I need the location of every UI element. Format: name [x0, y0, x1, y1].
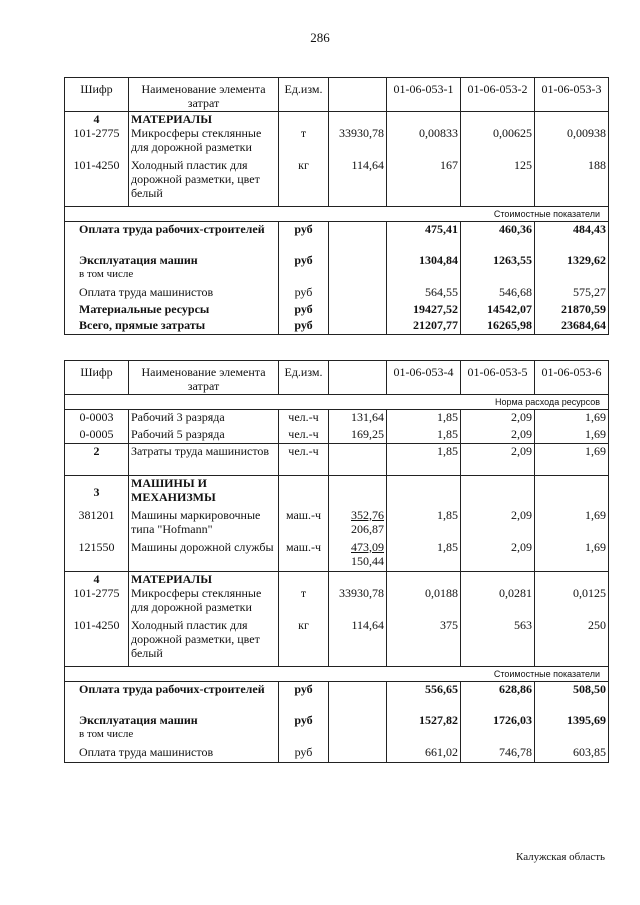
row-code: 101-2775: [65, 126, 129, 158]
row-unit: т: [279, 586, 329, 618]
row-unit: чел.-ч: [279, 444, 329, 476]
header-col3: 01-06-053-6: [535, 361, 609, 395]
summary-v1: 1304,84: [387, 253, 461, 285]
row-code: 101-2775: [65, 586, 129, 618]
summary-name: Всего, прямые затраты: [65, 318, 279, 334]
header-name: Наименование элемента затрат: [129, 78, 279, 112]
summary-name: Оплата труда рабочих-строителей: [65, 221, 279, 253]
row-unit: маш.-ч: [279, 540, 329, 572]
summary-row: [65, 713, 609, 745]
table-row: [65, 540, 609, 572]
row-price: 352,76: [351, 507, 384, 522]
header-code: Шифр: [65, 78, 129, 112]
summary-v3: 575,27: [535, 285, 609, 302]
section-row-cost: [65, 206, 609, 221]
summary-v1: 661,02: [387, 745, 461, 762]
summary-row: [65, 681, 609, 713]
summary-sub: в том числе: [79, 268, 134, 280]
summary-v2: 1726,03: [461, 713, 535, 745]
group-name: МАШИНЫ И МЕХАНИЗМЫ: [129, 476, 279, 508]
group-name: МАТЕРИАЛЫ: [129, 572, 279, 587]
group-code: 3: [65, 476, 129, 508]
header-price: [329, 361, 387, 395]
group-name: МАТЕРИАЛЫ: [129, 112, 279, 127]
row-v3: 1,69: [535, 444, 609, 476]
header-col2: 01-06-053-2: [461, 78, 535, 112]
summary-v2: 14542,07: [461, 302, 535, 318]
row-v1: 0,00833: [387, 126, 461, 158]
row-price-machinist: 206,87: [351, 521, 384, 536]
row-v2: 563: [461, 618, 535, 666]
row-name: Рабочий 5 разряда: [129, 427, 279, 444]
row-name: Холодный пластик для дорожной разметки, цвет белый: [129, 618, 279, 666]
summary-v1: 1527,82: [387, 713, 461, 745]
section-row-norm: [65, 395, 609, 410]
summary-unit: руб: [279, 745, 329, 762]
header-unit: Ед.изм.: [279, 361, 329, 395]
row-price: 33930,78: [329, 586, 387, 618]
summary-v1: 556,65: [387, 681, 461, 713]
row-v1: 1,85: [387, 540, 461, 572]
row-v2: 125: [461, 158, 535, 206]
summary-unit: руб: [279, 302, 329, 318]
summary-unit: руб: [279, 681, 329, 713]
table-row: [65, 618, 609, 666]
row-code: 101-4250: [65, 618, 129, 666]
header-col3: 01-06-053-3: [535, 78, 609, 112]
table-header-row: [65, 78, 609, 112]
summary-row: [65, 253, 609, 285]
row-code: 0-0005: [65, 427, 129, 444]
row-v1: 1,85: [387, 427, 461, 444]
row-v3: 0,00938: [535, 126, 609, 158]
table-row: [65, 427, 609, 444]
summary-v1: 564,55: [387, 285, 461, 302]
summary-row: [65, 285, 609, 302]
row-v2: 2,09: [461, 540, 535, 572]
summary-v3: 508,50: [535, 681, 609, 713]
section-label: Стоимостные показатели: [65, 206, 609, 221]
row-v3: 250: [535, 618, 609, 666]
group-row-materials: [65, 572, 609, 587]
summary-v3: 484,43: [535, 221, 609, 253]
row-v3: 1,69: [535, 508, 609, 540]
summary-name: Эксплуатация машин: [79, 253, 198, 267]
header-col2: 01-06-053-5: [461, 361, 535, 395]
row-v2: 2,09: [461, 427, 535, 444]
header-unit: Ед.изм.: [279, 78, 329, 112]
summary-row: [65, 302, 609, 318]
row-unit: т: [279, 126, 329, 158]
summary-sub: в том числе: [79, 728, 134, 740]
row-name: Машины дорожной службы: [129, 540, 279, 572]
summary-v1: 475,41: [387, 221, 461, 253]
row-unit: кг: [279, 158, 329, 206]
table-row: [65, 126, 609, 158]
header-code: Шифр: [65, 361, 129, 395]
row-v3: 1,69: [535, 410, 609, 427]
row-price: 169,25: [329, 427, 387, 444]
row-price-machinist: 150,44: [351, 553, 384, 568]
row-v1: 375: [387, 618, 461, 666]
summary-v1: 21207,77: [387, 318, 461, 334]
summary-unit: руб: [279, 713, 329, 745]
row-unit: маш.-ч: [279, 508, 329, 540]
summary-v2: 628,86: [461, 681, 535, 713]
row-v1: 1,85: [387, 410, 461, 427]
row-name: Рабочий 3 разряда: [129, 410, 279, 427]
row-v3: 188: [535, 158, 609, 206]
section-row-cost: [65, 666, 609, 681]
resource-table-1: [64, 77, 609, 335]
summary-unit: руб: [279, 221, 329, 253]
row-v1: 167: [387, 158, 461, 206]
row-code: 101-4250: [65, 158, 129, 206]
row-v2: 0,00625: [461, 126, 535, 158]
row-name: Микросферы стеклянные для дорожной разметки: [129, 126, 279, 158]
row-v1: 1,85: [387, 508, 461, 540]
summary-name: Оплата труда рабочих-строителей: [65, 681, 279, 713]
row-code: 0-0003: [65, 410, 129, 427]
header-price: [329, 78, 387, 112]
group-row-materials: [65, 112, 609, 127]
row-v2: 2,09: [461, 410, 535, 427]
row-unit: чел.-ч: [279, 427, 329, 444]
row-unit: чел.-ч: [279, 410, 329, 427]
row-name: Машины маркировочные типа "Hofmann": [129, 508, 279, 540]
row-code: 381201: [65, 508, 129, 540]
summary-unit: руб: [279, 318, 329, 334]
summary-v3: 603,85: [535, 745, 609, 762]
row-v2: 2,09: [461, 508, 535, 540]
row-price: 473,09: [351, 539, 384, 554]
row-v3: 0,0125: [535, 586, 609, 618]
summary-v2: 460,36: [461, 221, 535, 253]
summary-row: [65, 745, 609, 762]
row-price: 114,64: [329, 618, 387, 666]
summary-unit: руб: [279, 253, 329, 285]
summary-unit: руб: [279, 285, 329, 302]
group-code: 4: [65, 112, 129, 127]
row-price: 114,64: [329, 158, 387, 206]
row-code: 2: [65, 444, 129, 476]
page-number: 286: [310, 30, 330, 45]
row-price: 33930,78: [329, 126, 387, 158]
summary-row: [65, 318, 609, 334]
table-row-machinist-labor: [65, 444, 609, 476]
summary-name: Оплата труда машинистов: [65, 745, 279, 762]
row-v1: 0,0188: [387, 586, 461, 618]
summary-v2: 16265,98: [461, 318, 535, 334]
table-row: [65, 508, 609, 540]
row-unit: кг: [279, 618, 329, 666]
summary-row: [65, 221, 609, 253]
summary-v1: 19427,52: [387, 302, 461, 318]
section-label: Норма расхода ресурсов: [65, 395, 609, 410]
group-code: 4: [65, 572, 129, 587]
header-name: Наименование элемента затрат: [129, 361, 279, 395]
table-header-row: [65, 361, 609, 395]
row-v2: 2,09: [461, 444, 535, 476]
summary-v3: 1329,62: [535, 253, 609, 285]
row-v1: 1,85: [387, 444, 461, 476]
row-name: Холодный пластик для дорожной разметки, цвет белый: [129, 158, 279, 206]
row-name: Затраты труда машинистов: [129, 444, 279, 476]
summary-v2: 746,78: [461, 745, 535, 762]
table-row: [65, 586, 609, 618]
row-v3: 1,69: [535, 427, 609, 444]
summary-v3: 1395,69: [535, 713, 609, 745]
summary-v2: 546,68: [461, 285, 535, 302]
summary-v2: 1263,55: [461, 253, 535, 285]
table-row: [65, 158, 609, 206]
footer-region: Калужская область: [516, 851, 606, 863]
resource-table-2: [64, 360, 609, 763]
row-price: 131,64: [329, 410, 387, 427]
summary-v3: 21870,59: [535, 302, 609, 318]
header-col1: 01-06-053-4: [387, 361, 461, 395]
summary-name: Оплата труда машинистов: [65, 285, 279, 302]
section-label: Стоимостные показатели: [65, 666, 609, 681]
table-row: [65, 410, 609, 427]
group-row-machines: [65, 476, 609, 508]
summary-name: Эксплуатация машин: [79, 713, 198, 727]
row-name: Микросферы стеклянные для дорожной разметки: [129, 586, 279, 618]
row-v3: 1,69: [535, 540, 609, 572]
row-v2: 0,0281: [461, 586, 535, 618]
summary-v3: 23684,64: [535, 318, 609, 334]
summary-name: Материальные ресурсы: [65, 302, 279, 318]
header-col1: 01-06-053-1: [387, 78, 461, 112]
row-code: 121550: [65, 540, 129, 572]
